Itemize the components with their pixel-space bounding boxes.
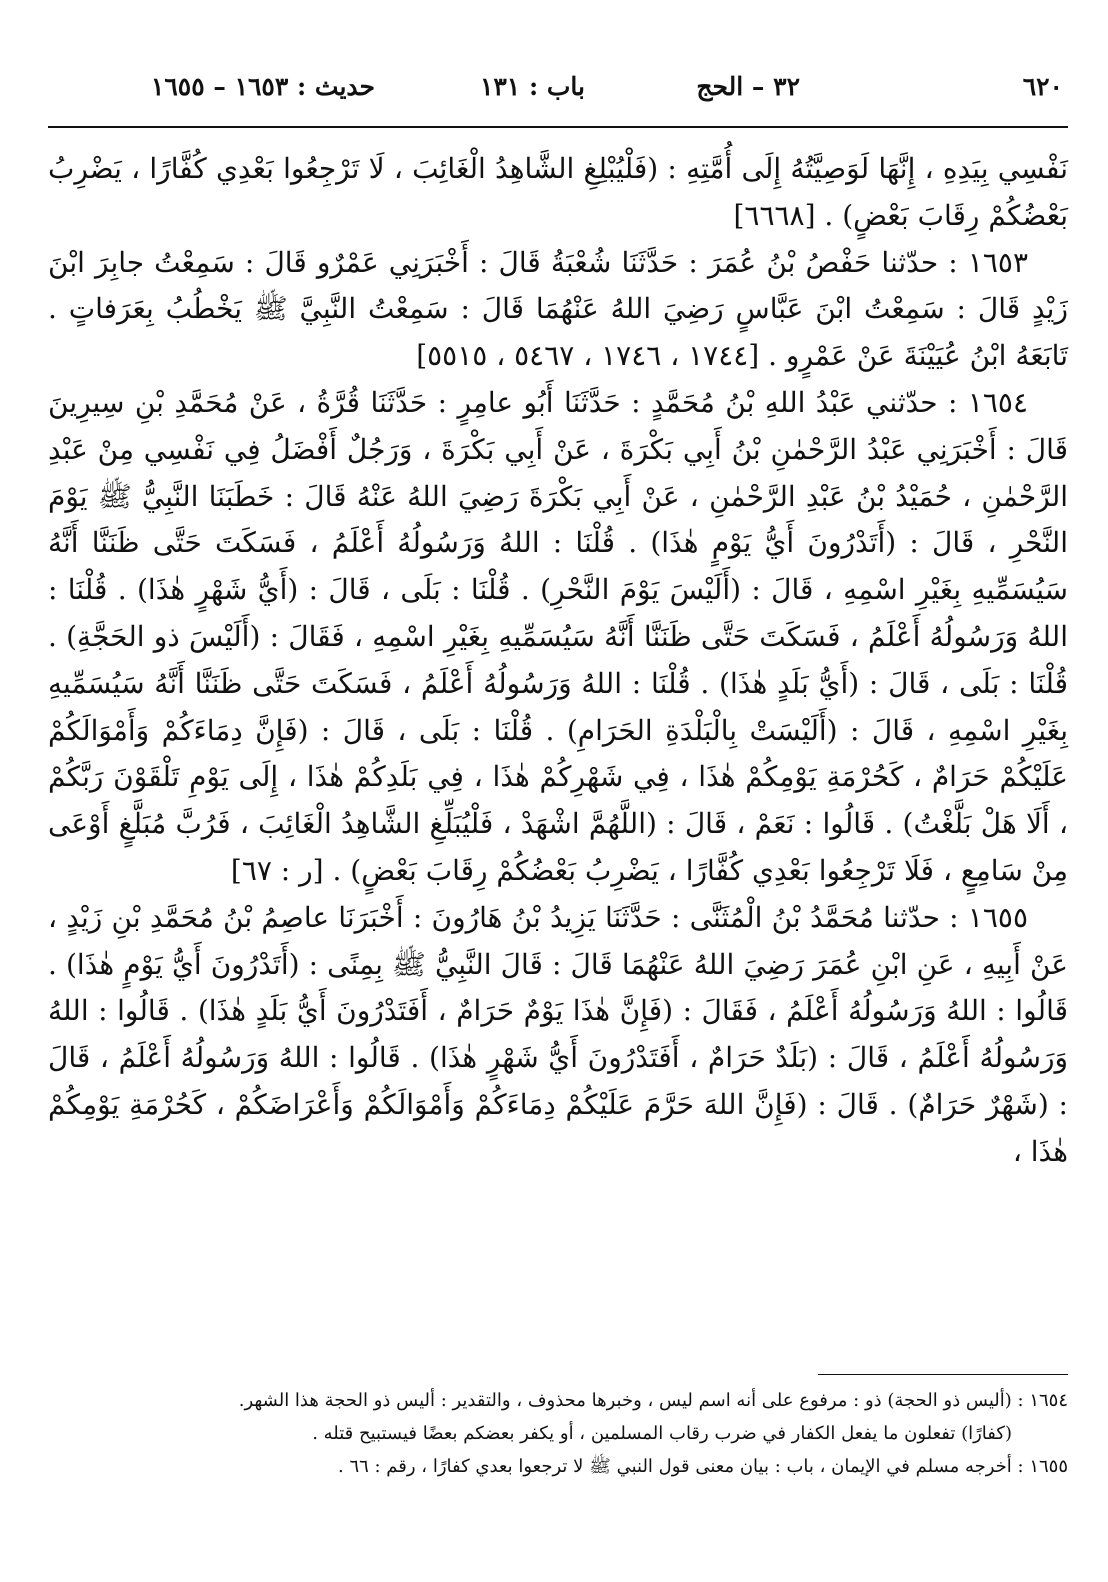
footnote-1654: ١٦٥٤ : (أليس ذو الحجة) ذو : مرفوع على أنه اسم ليس ، وخبرها محذوف ، والتقدير : أليس ذو الحجة هذا الشهر. (238, 1390, 1068, 1411)
running-header (52, 72, 1063, 112)
hadith-range: حديث : ١٦٥٣ – ١٦٥٥ (150, 72, 375, 101)
bab-number: باب : ١٣١ (479, 72, 585, 101)
hadith-1655: ١٦٥٥ : حدّثنا مُحَمَّدُ بْنُ الْمُثَنَّى : حَدَّثَنَا يَزِيدُ بْنُ هَارُونَ : أَخْبَرَنَا عاصِمُ بْنُ مُحَمَّدِ بْنِ زَيْدٍ ، عَنْ أَبِيهِ ، عَنِ ابْنِ عُمَرَ رَضِيَ اللهُ عَنْهُمَا قَالَ : قَالَ النَّبِيُّ ﷺ بِمِنًى : (أَتَدْرُونَ أَيُّ يَوْمٍ هٰذَا) . قَالُوا : اللهُ وَرَسُولُهُ أَعْلَمُ ، فَقَالَ : (فَإِنَّ هٰذَا يَوْمٌ حَرَامٌ ، أَفَتَدْرُونَ أَيُّ بَلَدٍ هٰذَا) . قَالُوا : اللهُ وَرَسُولُهُ أَعْلَمُ ، قَالَ : (بَلَدٌ حَرَامٌ ، أَفَتَدْرُونَ أَيُّ شَهْرٍ هٰذَا) . قَالُوا : اللهُ وَرَسُولُهُ أَعْلَمُ ، قَالَ : (شَهْرٌ حَرَامٌ) . قَالَ : (فَإِنَّ اللهَ حَرَّمَ عَلَيْكُمْ دِمَاءَكُمْ وَأَمْوَالَكُمْ وَأَعْرَاضَكُمْ ، كَحُرْمَةِ يَوْمِكُمْ هٰذَا ، (48, 900, 1068, 1168)
chapter-title: ٣٢ – الحج (696, 72, 800, 101)
header-rule (48, 126, 1068, 128)
page-number: ٦٢٠ (1022, 72, 1063, 101)
footnote-1655: ١٦٥٥ : أخرجه مسلم في الإيمان ، باب : بيان معنى قول النبي ﷺ لا ترجعوا بعدي كفارًا ، رقم : ٦٦ . (337, 1456, 1068, 1477)
footnotes (48, 1384, 1068, 1483)
hadith-1653: ١٦٥٣ : حدّثنا حَفْصُ بْنُ عُمَرَ : حَدَّثَنَا شُعْبَةُ قَالَ : أَخْبَرَنِي عَمْرٌو قَالَ : سَمِعْتُ جابِرَ ابْنَ زَيْدٍ قَالَ : سَمِعْتُ ابْنَ عَبَّاسٍ رَضِيَ اللهُ عَنْهُمَا قَالَ : سَمِعْتُ النَّبِيَّ ﷺ يَخْطُبُ بِعَرَفاتٍ . تَابَعَهُ ابْنُ عُيَيْنَةَ عَنْ عَمْرٍو . [١٧٤٤ ، ١٧٤٦ ، ٥٤٦٧ ، ٥٥١٥] (48, 245, 1068, 373)
footnote-1654-continued: (كفارًا) تفعلون ما يفعل الكفار في ضرب رقاب المسلمين ، أو يكفر بعضكم بعضًا فيستبيح قتله . (312, 1423, 1012, 1444)
footnote-rule (818, 1374, 1068, 1375)
main-text (48, 146, 1068, 1176)
paragraph-continuation: نَفْسِي بِيَدِهِ ، إِنَّهَا لَوَصِيَّتُهُ إِلَى أُمَّتِهِ : (فَلْيُبْلِغِ الشَّاهِدُ الْغَائِبَ ، لَا تَرْجِعُوا بَعْدِي كُفَّارًا ، يَضْرِبُ بَعْضُكُمْ رِقَابَ بَعْضٍ) . [٦٦٦٨] (48, 152, 1068, 232)
hadith-1654: ١٦٥٤ : حدّثني عَبْدُ اللهِ بْنُ مُحَمَّدٍ : حَدَّثَنَا أَبُو عامِرٍ : حَدَّثَنَا قُرَّةُ ، عَنْ مُحَمَّدِ بْنِ سِيرِينَ قَالَ : أَخْبَرَنِي عَبْدُ الرَّحْمٰنِ بْنُ أَبِي بَكْرَةَ ، عَنْ أَبِي بَكْرَةَ ، وَرَجُلٌ أَفْضَلُ فِي نَفْسِي مِنْ عَبْدِ الرَّحْمٰنِ ، حُمَيْدُ بْنُ عَبْدِ الرَّحْمٰنِ ، عَنْ أَبِي بَكْرَةَ رَضِيَ اللهُ عَنْهُ قَالَ : خَطَبَنَا النَّبِيُّ ﷺ يَوْمَ النَّحْرِ ، قَالَ : (أَتَدْرُونَ أَيُّ يَوْمٍ هٰذَا) . قُلْنَا : اللهُ وَرَسُولُهُ أَعْلَمُ ، فَسَكَتَ حَتَّى ظَنَنَّا أَنَّهُ سَيُسَمِّيهِ بِغَيْرِ اسْمِهِ ، قَالَ : (أَلَيْسَ يَوْمَ النَّحْرِ) . قُلْنَا : بَلَى ، قَالَ : (أَيُّ شَهْرٍ هٰذَا) . قُلْنَا : اللهُ وَرَسُولُهُ أَعْلَمُ ، فَسَكَتَ حَتَّى ظَنَنَّا أَنَّهُ سَيُسَمِّيهِ بِغَيْرِ اسْمِهِ ، فَقَالَ : (أَلَيْسَ ذو الحَجَّةِ) . قُلْنَا : بَلَى ، قَالَ : (أَيُّ بَلَدٍ هٰذَا) . قُلْنَا : اللهُ وَرَسُولُهُ أَعْلَمُ ، فَسَكَتَ حَتَّى ظَنَنَّا أَنَّهُ سَيُسَمِّيهِ بِغَيْرِ اسْمِهِ ، قَالَ : (أَلَيْسَتْ بِالْبَلْدَةِ الحَرَامِ) . قُلْنَا : بَلَى ، قَالَ : (فَإِنَّ دِمَاءَكُمْ وَأَمْوَالَكُمْ عَلَيْكُمْ حَرَامٌ ، كَحُرْمَةِ يَوْمِكُمْ هٰذَا ، فِي شَهْرِكُمْ هٰذَا ، فِي بَلَدِكُمْ هٰذَا ، إِلَى يَوْمِ تَلْقَوْنَ رَبَّكُمْ ، أَلَا هَلْ بَلَّغْتُ) . قَالُوا : نَعَمْ ، قَالَ : (اللَّهُمَّ اشْهَدْ ، فَلْيُبَلِّغِ الشَّاهِدُ الْغَائِبَ ، فَرُبَّ مُبَلَّغٍ أَوْعَى مِنْ سَامِعٍ ، فَلَا تَرْجِعُوا بَعْدِي كُفَّارًا ، يَضْرِبُ بَعْضُكُمْ رِقَابَ بَعْضٍ) . [ر : ٦٧] (48, 385, 1068, 887)
